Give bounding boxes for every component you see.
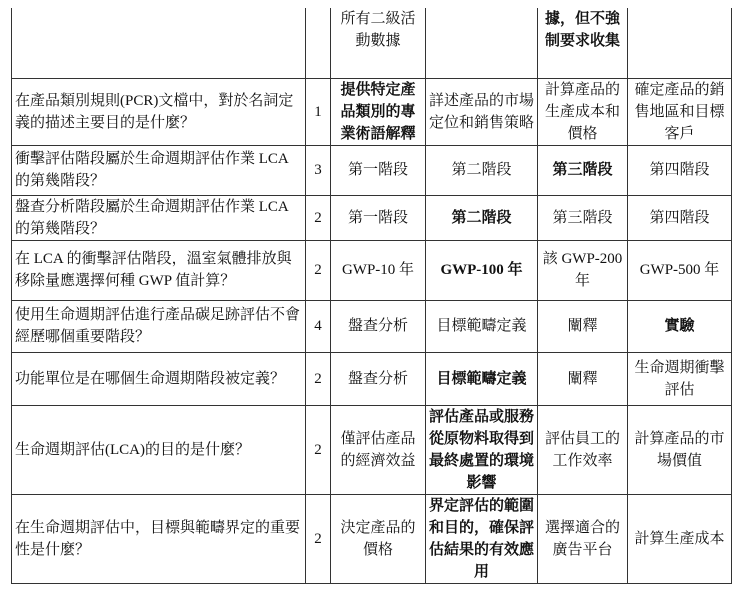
answer-cell: 2 — [306, 240, 331, 300]
option-3-cell: 闡釋 — [538, 300, 628, 352]
table-row — [12, 405, 732, 494]
option-2-cell: 第二階段 — [426, 195, 538, 240]
question-cell: 在產品類別規則(PCR)文檔中，對於名詞定義的描述主要目的是什麼？ — [12, 78, 306, 145]
option-4-cell: 實驗 — [628, 300, 732, 352]
table-row — [12, 78, 732, 145]
option-1-cell: 所有二級活動數據 — [331, 8, 426, 78]
question-cell: 盤查分析階段屬於生命週期評估作業 LCA 的第幾階段？ — [12, 195, 306, 240]
option-4-cell — [628, 8, 732, 78]
option-4-cell: 確定產品的銷售地區和目標客戶 — [628, 78, 732, 145]
question-cell: 在生命週期評估中，目標與範疇界定的重要性是什麼？ — [12, 494, 306, 583]
option-4-cell: 第四階段 — [628, 195, 732, 240]
answer-cell: 2 — [306, 494, 331, 583]
option-2-cell: 目標範疇定義 — [426, 352, 538, 405]
table-row — [12, 145, 732, 195]
table-row — [12, 240, 732, 300]
option-2-cell: 目標範疇定義 — [426, 300, 538, 352]
option-4-cell: GWP-500 年 — [628, 240, 732, 300]
answer-cell — [306, 8, 331, 78]
question-cell — [12, 8, 306, 78]
option-3-cell: 評估員工的工作效率 — [538, 405, 628, 494]
answer-cell: 2 — [306, 405, 331, 494]
table-row — [12, 352, 732, 405]
option-3-cell: 選擇適合的廣告平台 — [538, 494, 628, 583]
question-cell: 在 LCA 的衝擊評估階段，溫室氣體排放與移除量應選擇何種 GWP 值計算？ — [12, 240, 306, 300]
question-cell: 功能單位是在哪個生命週期階段被定義？ — [12, 352, 306, 405]
answer-cell: 4 — [306, 300, 331, 352]
option-3-cell: 據，但不強制要求收集 — [538, 8, 628, 78]
option-3-cell: 第三階段 — [538, 145, 628, 195]
option-1-cell: 盤查分析 — [331, 352, 426, 405]
table-row — [12, 300, 732, 352]
answer-cell: 2 — [306, 195, 331, 240]
option-3-cell: 計算產品的生產成本和價格 — [538, 78, 628, 145]
option-2-cell: 界定評估的範圍和目的，確保評估結果的有效應用 — [426, 494, 538, 583]
answer-cell: 2 — [306, 352, 331, 405]
quiz-table — [11, 8, 732, 584]
option-4-cell: 計算生產成本 — [628, 494, 732, 583]
question-cell: 使用生命週期評估進行產品碳足跡評估不會經歷哪個重要階段？ — [12, 300, 306, 352]
option-1-cell: 盤查分析 — [331, 300, 426, 352]
table-row — [12, 494, 732, 583]
table-row-continuation — [12, 8, 732, 78]
option-2-cell: 評估產品或服務從原物料取得到最終處置的環境影響 — [426, 405, 538, 494]
option-1-cell: 第一階段 — [331, 145, 426, 195]
option-2-cell — [426, 8, 538, 78]
option-1-cell: 提供特定產品類別的專業術語解釋 — [331, 78, 426, 145]
option-4-cell: 計算產品的市場價值 — [628, 405, 732, 494]
option-4-cell: 生命週期衝擊評估 — [628, 352, 732, 405]
option-1-cell: 決定產品的價格 — [331, 494, 426, 583]
option-1-cell: 僅評估產品的經濟效益 — [331, 405, 426, 494]
option-4-cell: 第四階段 — [628, 145, 732, 195]
answer-cell: 1 — [306, 78, 331, 145]
option-3-cell: 該 GWP-200 年 — [538, 240, 628, 300]
option-1-cell: 第一階段 — [331, 195, 426, 240]
option-2-cell: GWP-100 年 — [426, 240, 538, 300]
option-3-cell: 第三階段 — [538, 195, 628, 240]
option-2-cell: 詳述產品的市場定位和銷售策略 — [426, 78, 538, 145]
question-cell: 生命週期評估(LCA)的目的是什麼？ — [12, 405, 306, 494]
answer-cell: 3 — [306, 145, 331, 195]
option-2-cell: 第二階段 — [426, 145, 538, 195]
table-row — [12, 195, 732, 240]
question-cell: 衝擊評估階段屬於生命週期評估作業 LCA 的第幾階段？ — [12, 145, 306, 195]
option-1-cell: GWP-10 年 — [331, 240, 426, 300]
option-3-cell: 闡釋 — [538, 352, 628, 405]
